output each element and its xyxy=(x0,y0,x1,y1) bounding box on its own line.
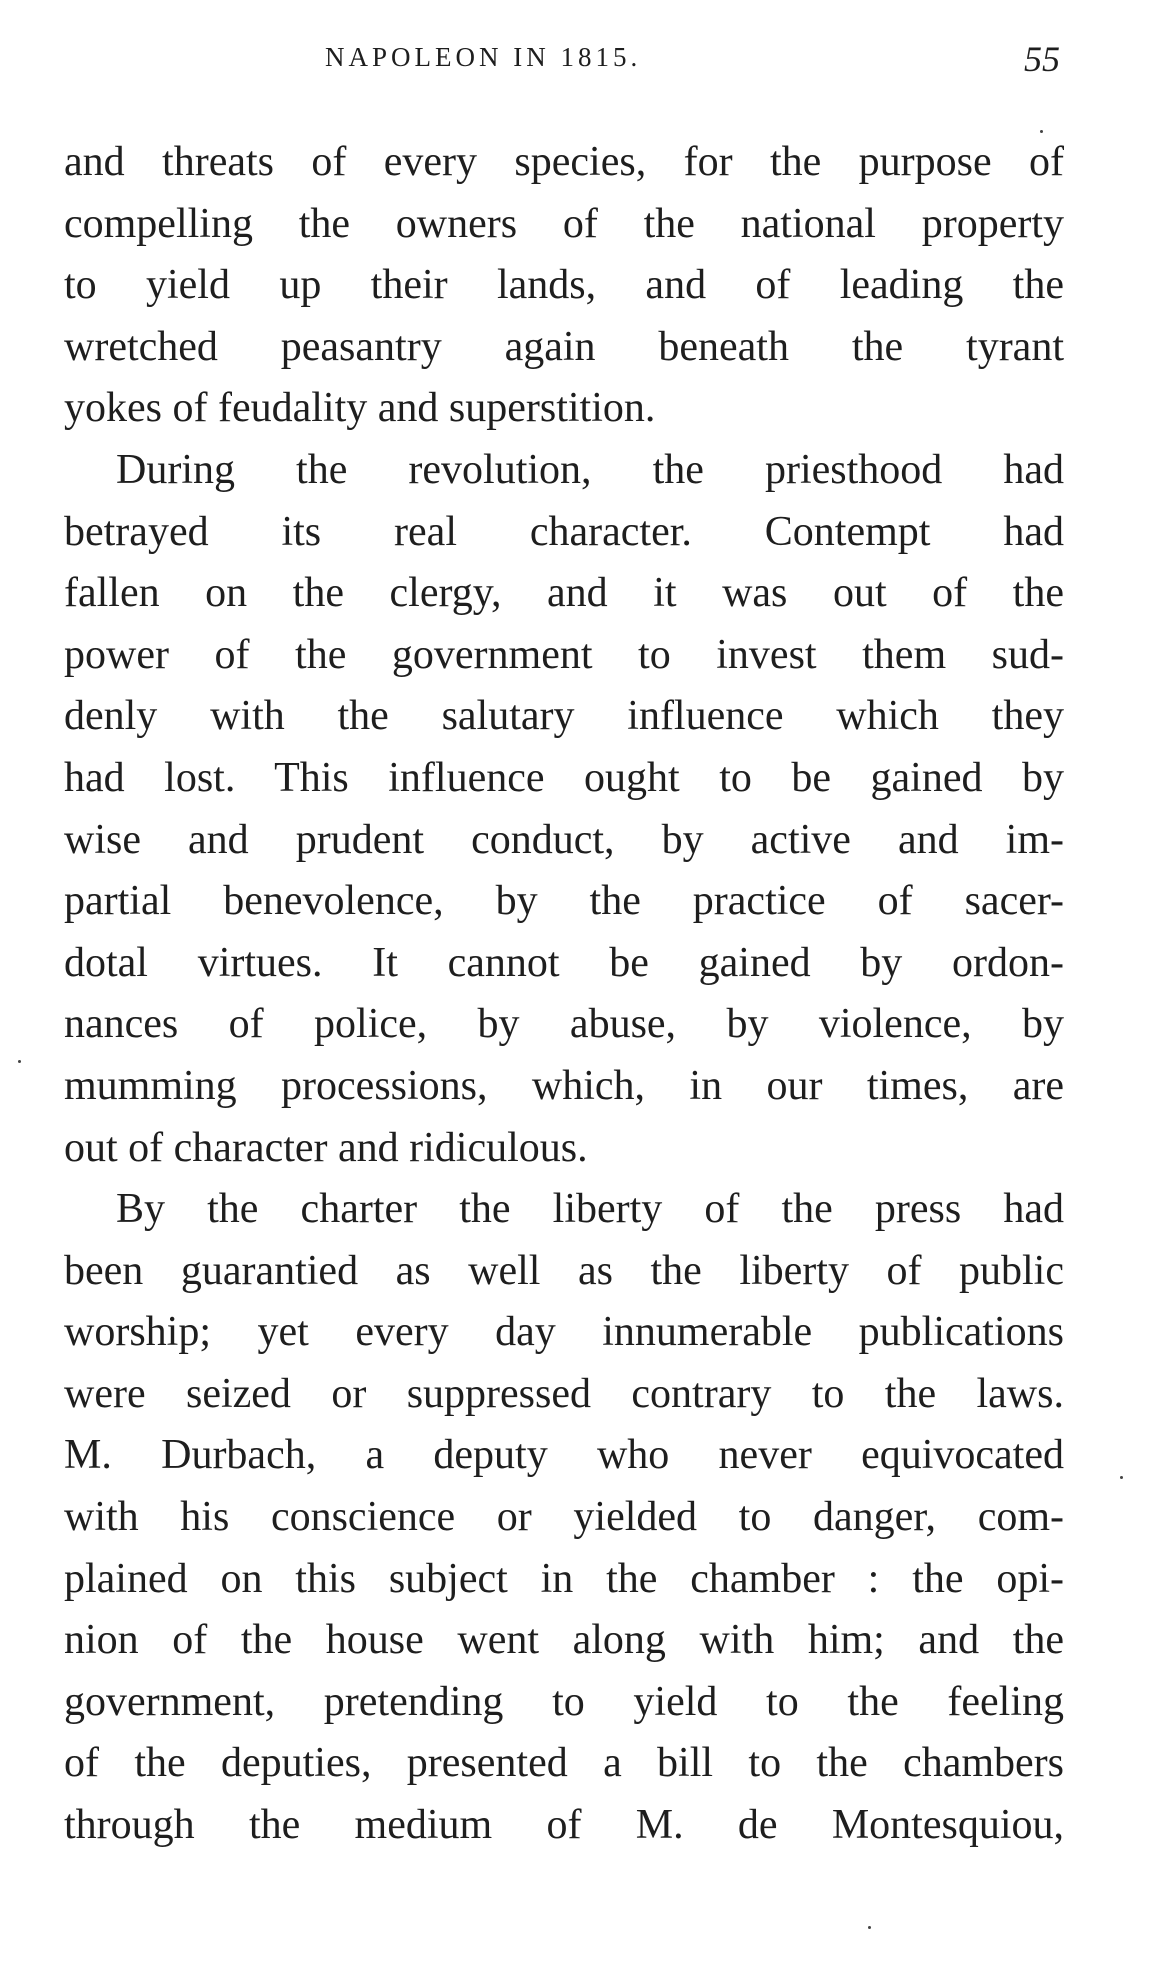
text-line: out of character and ridiculous. xyxy=(64,1124,588,1171)
text-line: were seized or suppressed contrary to the laws. xyxy=(64,1370,1064,1417)
text-line: through the medium of M. de Montesquiou, xyxy=(64,1802,1064,1849)
text-line: wretched peasantry again beneath the tyrant xyxy=(64,323,1064,370)
text-line: power of the government to invest them sud- xyxy=(64,631,1064,678)
text-line: compelling the owners of the national property xyxy=(64,200,1064,247)
text-line: denly with the salutary influence which they xyxy=(64,693,1064,740)
text-line: By the charter the liberty of the press had xyxy=(116,1186,1064,1233)
page-number: 55 xyxy=(1024,39,1060,79)
text-line: During the revolution, the priesthood had xyxy=(116,446,1064,493)
body-text xyxy=(64,132,1064,1857)
ink-speck xyxy=(18,1060,21,1063)
text-line: mumming processions, which, in our times, are xyxy=(64,1062,1064,1109)
text-line: been guarantied as well as the liberty of public xyxy=(64,1247,1064,1294)
ink-speck xyxy=(868,1926,871,1929)
ink-speck xyxy=(1120,1476,1123,1479)
text-line: nion of the house went along with him; and the xyxy=(64,1617,1064,1664)
text-line: dotal virtues. It cannot be gained by ordon- xyxy=(64,939,1064,986)
text-line: had lost. This influence ought to be gained by xyxy=(64,754,1064,801)
text-line: plained on this subject in the chamber : the opi- xyxy=(64,1555,1064,1602)
text-line: government, pretending to yield to the feeling xyxy=(64,1678,1064,1725)
text-line: partial benevolence, by the practice of sacer- xyxy=(64,878,1064,925)
running-head xyxy=(60,38,1060,88)
text-line: with his conscience or yielded to danger, com- xyxy=(64,1494,1064,1541)
text-line: to yield up their lands, and of leading the xyxy=(64,262,1064,309)
text-line: M. Durbach, a deputy who never equivocated xyxy=(64,1432,1064,1479)
text-line: and threats of every species, for the purpose of xyxy=(64,139,1064,185)
text-line: nances of police, by abuse, by violence, by xyxy=(64,1001,1064,1048)
running-title: NAPOLEON IN 1815. xyxy=(325,42,642,72)
text-line: yokes of feudality and superstition. xyxy=(64,385,656,432)
text-line: betrayed its real character. Contempt had xyxy=(64,508,1064,555)
text-line: wise and prudent conduct, by active and im- xyxy=(64,816,1064,863)
text-line: of the deputies, presented a bill to the chambers xyxy=(64,1740,1064,1787)
text-line: fallen on the clergy, and it was out of the xyxy=(64,570,1064,617)
text-line: worship; yet every day innumerable publications xyxy=(64,1309,1064,1356)
ink-speck xyxy=(1040,130,1043,133)
